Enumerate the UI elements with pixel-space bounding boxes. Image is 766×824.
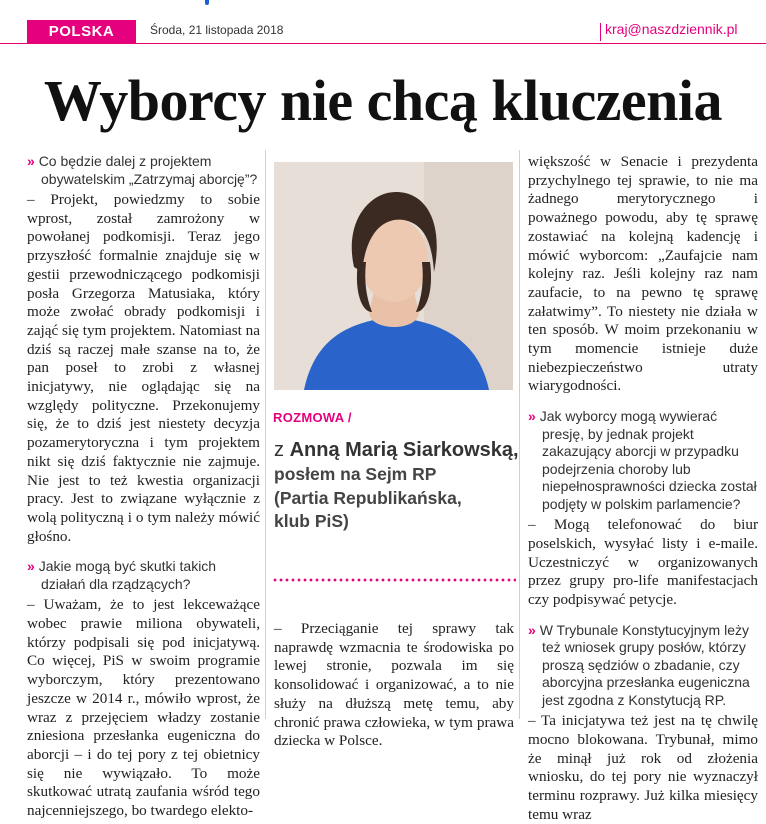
column-rule [265,150,266,719]
question-text: Jak wyborcy mogą wywierać presję, by jednak projekt zakazujący aborcji w przypadku podejrzenia choroby lub niepełnosprawności dziecka został podjęty w polskim parlamencie? [539,408,757,512]
section-tag: POLSKA [27,20,136,44]
question-text: Jakie mogą być skutki takich działań dla rządzących? [38,558,217,592]
question [528,622,758,710]
name-prefix: z [274,439,290,461]
article-headline: Wyborcy nie chcą kluczenia [43,68,723,133]
quote-mark-icon: » [528,621,536,638]
position-line: (Partia Republikańska, [274,487,462,508]
answer-paragraph: – Uważam, że to jest lekceważące wobec prawie miliona obywateli, którzy podpisali się pod inicjatywą. Co więcej, PiS w swoim programie wyborczym, który prezentowano jeszcze w 2014 r., mówiło wprost, że wraz z przejęciem władzy zostanie zniesiona przesłanka eugeniczna do aborcji – i do tej pory z tej obietnicy się nie wywiązało. To może skutkować utratą zaufania wśród tego najcenniejszego, bo twardego elekto- [27,596,260,820]
header-rule [0,43,766,44]
interviewee-name [274,438,519,462]
answer-paragraph: – Mogą telefonować do biur poselskich, wysyłać listy i e-maile. Uczestniczyć w organizowanych przez grupy pro-life manifestacjach czy podpisywać petycje. [528,516,758,608]
question-text: Co będzie dalej z projektem obywatelskim „Zatrzymaj aborcję”? [38,153,258,187]
quote-mark-icon: » [27,558,35,575]
portrait-illustration [274,162,513,390]
email-divider [600,23,601,41]
question [27,153,260,188]
spacer [27,546,260,558]
article-column-3 [528,153,758,824]
quote-mark-icon: » [528,408,536,425]
column-rule [519,150,520,719]
answer-paragraph: – Przeciąganie tej sprawy tak naprawdę wzmacnia te środowiska po lewej stronie, pozwala im się konsolidować i organizować, a to nie służy na dłuższą metę temu, aby chronić prawa człowieka, w tym prawa dziecka w Polsce. [274,620,514,750]
contact-email-link[interactable]: kraj@naszdziennik.pl [605,21,738,37]
answer-paragraph: większość w Senacie i prezydenta przychylnego tej sprawie, to nie ma żadnego merytorycznego i poważnego powodu, aby tę sprawę zostawiać na kolejną kadencję i mówić wyborcom: „Zaufajcie nam kolejny raz. Jeśli kolejny raz nam zaufacie, to na pewno tę sprawę załatwimy”. To niestety nie działa w ten sposób. W moim przekonaniu w tym momencie istnieje duże niebezpieczeństwo utraty wiarygodności. [528,153,758,395]
question [27,558,260,593]
issue-date: Środa, 21 listopada 2018 [150,23,284,37]
quote-mark-icon: » [27,153,35,169]
interview-tag: ROZMOWA / [273,410,352,425]
spacer [528,396,758,408]
position-line: klub PiS) [274,511,349,531]
answer-paragraph: – Ta inicjatywa też jest na tę chwilę mocno blokowana. Trybunał, mimo że minął już rok od złożenia wniosku, do tej pory nie wyznaczył terminu rozprawy. Już kilka miesięcy temu wraz [528,712,758,823]
spacer [528,610,758,622]
name-text: Anną Marią Siarkowską, [289,439,519,461]
question [528,408,758,513]
interviewee-photo [274,162,513,390]
dotted-divider [272,578,516,582]
article-column-2 [274,620,514,751]
top-edge-marker [205,0,209,5]
position-line: posłem na Sejm RP [274,464,437,484]
article-column-1 [27,153,260,821]
interviewee-position [274,463,462,534]
answer-paragraph: – Projekt, powiedzmy to sobie wprost, został zamrożony w powołanej podkomisji. Teraz jego przyszłość formalnie znajduje się w gestii przewodniczącego podkomisji posła Grzegorza Matusiaka, który może zwołać obrady podkomisji i zająć się tym projektem. Natomiast na dziś są raczej małe szanse na to, że pan poseł to zrobi z własnej inicjatywy, nie oglądając się na względy polityczne. Przekonujemy się, że to dziś jest niestety decyzja pozamerytoryczna i tym projektem nikt się dziś faktycznie nie zajmuje. Nie jest to też kwestia organizacji pracy. Jest to związane wyłącznie z wolą polityczną i o tym należy mówić głośno. [27,191,260,545]
question-text: W Trybunale Konstytucyjnym leży też wniosek grupy posłów, którzy proszą sędziów o zbadanie, czy aborcyjna przesłanka eugeniczna jest zgodna z Konstytucją RP. [539,621,750,708]
